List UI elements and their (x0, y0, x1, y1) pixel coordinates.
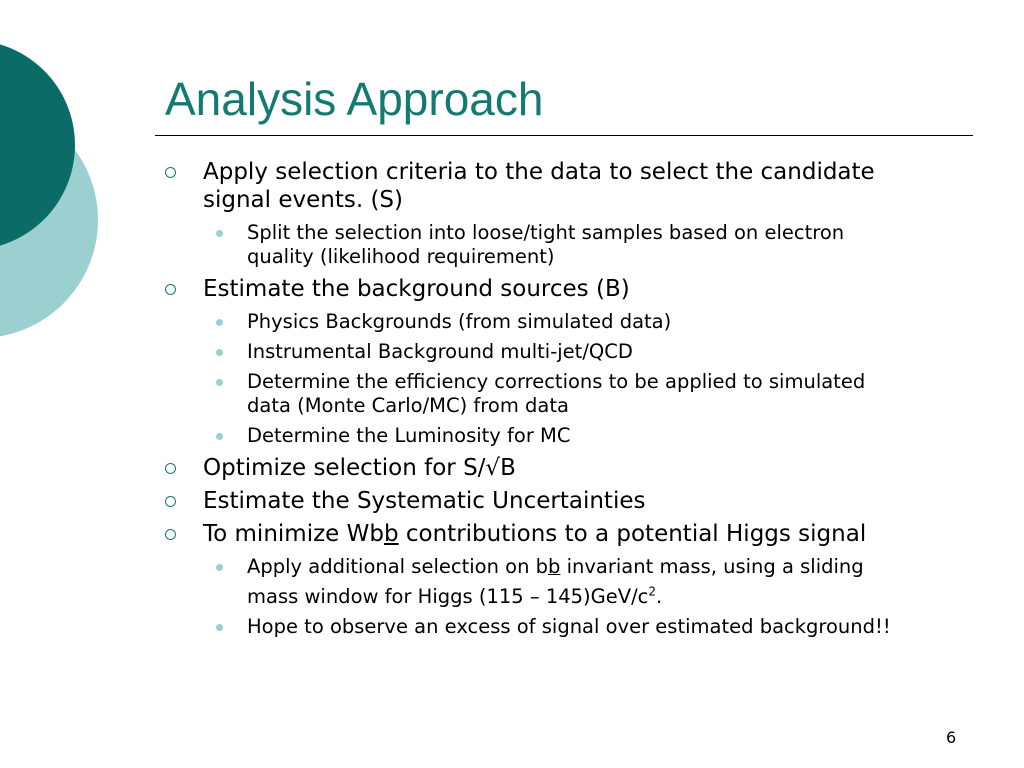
bullet-text (203, 521, 866, 547)
bbar-text: b (383, 521, 399, 547)
title-divider (155, 135, 973, 136)
dot-bullet-icon (216, 379, 223, 386)
sub-bullet-text: Hope to observe an excess of signal over estimated background!! (247, 614, 891, 638)
sub-bullet (165, 555, 905, 609)
sub-bullet-text: Split the selection into loose/tight samples based on electron quality (likelihood requirement) (247, 221, 845, 268)
hollow-circle-bullet-icon (165, 463, 176, 474)
bullet-optimize (165, 454, 905, 482)
bullet-wbb (165, 520, 905, 639)
sub-bullet (165, 340, 905, 364)
sub-bullet-text: Physics Backgrounds (from simulated data) (247, 310, 672, 333)
bullet-text: Apply selection criteria to the data to select the candidate signal events. (S) (203, 159, 875, 213)
sub-bullet (165, 424, 905, 448)
sub-bullet-text: Determine the Luminosity for MC (247, 424, 571, 447)
decorative-circles (0, 0, 110, 380)
hollow-circle-bullet-icon (165, 284, 176, 295)
hollow-circle-bullet-icon (165, 529, 176, 540)
hollow-circle-bullet-icon (165, 167, 176, 178)
text-part: contributions to a potential Higgs signal (398, 521, 867, 547)
dot-bullet-icon (216, 433, 223, 440)
bullet-systematics (165, 487, 905, 515)
superscript: 2 (648, 584, 657, 598)
text-part: invariant mass, using a sliding mass window for Higgs (115 – 145)GeV/c (247, 555, 864, 608)
bullet-background (165, 275, 905, 448)
slide-body (165, 158, 905, 645)
dot-bullet-icon (216, 349, 223, 356)
sub-bullet-text (247, 555, 864, 608)
dot-bullet-icon (216, 564, 223, 571)
sub-bullet (165, 370, 905, 418)
bullet-text: Optimize selection for S/√B (203, 455, 516, 481)
sub-bullet (165, 615, 905, 639)
text-part: To minimize Wb (203, 521, 384, 547)
dot-bullet-icon (216, 319, 223, 326)
bullet-text: Estimate the background sources (B) (203, 276, 630, 302)
sub-bullet (165, 310, 905, 334)
text-part: . (656, 584, 663, 608)
hollow-circle-bullet-icon (165, 496, 176, 507)
dot-bullet-icon (216, 230, 223, 237)
text-part: Apply additional selection on b (247, 555, 549, 578)
dot-bullet-icon (216, 624, 223, 631)
sub-bullet (165, 221, 905, 269)
bullet-selection (165, 158, 905, 269)
bullet-text: Estimate the Systematic Uncertainties (203, 488, 646, 514)
sub-bullet-text: Determine the efficiency corrections to be applied to simulated data (Monte Carlo/MC) from data (247, 370, 866, 417)
slide-title: Analysis Approach (165, 73, 544, 125)
slide-number: 6 (946, 728, 957, 747)
bbar-text: b (548, 555, 561, 578)
sub-bullet-text: Instrumental Background multi-jet/QCD (247, 340, 633, 363)
